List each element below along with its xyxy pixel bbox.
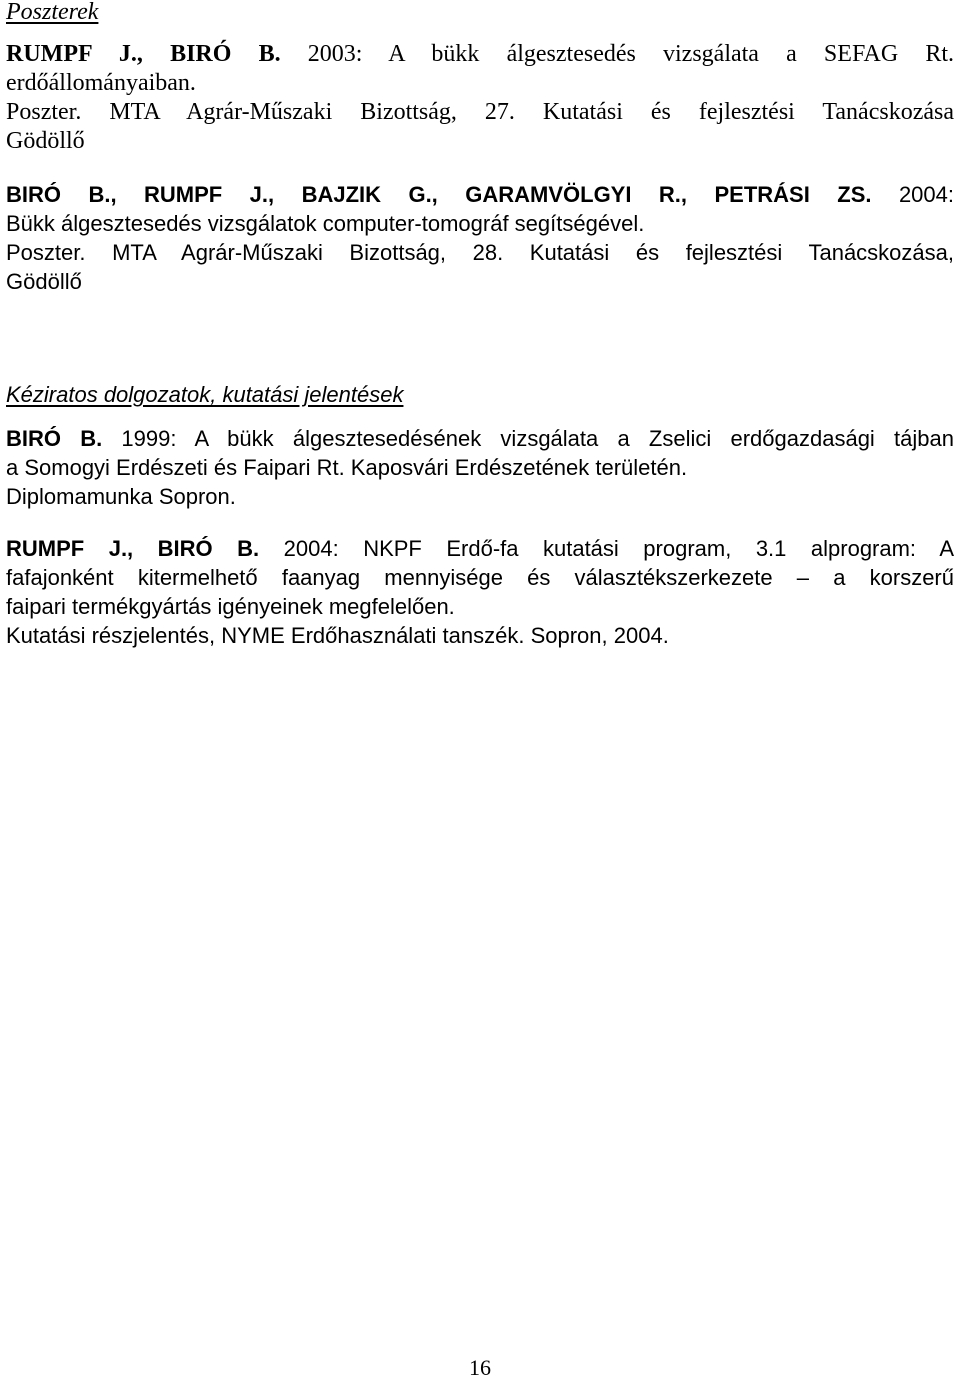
reference-line: Poszter. MTA Agrár-Műszaki Bizottság, 27. Kutatási és fejlesztési Tanácskozása — [6, 99, 954, 125]
reference-line: Kutatási részjelentés, NYME Erdőhasználati tanszék. Sopron, 2004. — [6, 623, 669, 648]
reference-text: 1999: A bükk álgesztesedésének vizsgálata a Zselici erdőgazdasági tájban — [102, 426, 954, 451]
reference-authors: BIRÓ B., RUMPF J., BAJZIK G., GARAMVÖLGYI R., PETRÁSI ZS. — [6, 182, 872, 207]
reference-rumpf-biro-2003 — [6, 40, 954, 156]
reference-biro-et-al-2004 — [6, 180, 954, 296]
page-number: 16 — [469, 1355, 491, 1380]
reference-line: fafajonként kitermelhető faanyag mennyisége és választékszerkezete – a korszerű — [6, 565, 954, 590]
reference-line: a Somogyi Erdészeti és Faipari Rt. Kaposvári Erdészetének területén. — [6, 455, 688, 480]
reference-line — [6, 40, 954, 69]
reference-text: 2004: — [871, 182, 954, 207]
reference-line: Gödöllő — [6, 269, 82, 294]
section-heading-posters: Poszterek — [6, 0, 99, 25]
reference-line: faipari termékgyártás igényeinek megfelelően. — [6, 594, 455, 619]
reference-line — [6, 424, 954, 453]
reference-line: Diplomamunka Sopron. — [6, 484, 236, 509]
reference-authors: BIRÓ B. — [6, 426, 103, 451]
reference-line — [6, 534, 954, 563]
reference-biro-1999 — [6, 424, 954, 511]
reference-rumpf-biro-2004 — [6, 534, 954, 650]
reference-authors: RUMPF J., BIRÓ B. — [6, 41, 281, 67]
reference-line: Bükk álgesztesedés vizsgálatok computer-tomográf segítségével. — [6, 211, 645, 236]
section-heading-manuscripts: Kéziratos dolgozatok, kutatási jelentések — [6, 382, 404, 407]
reference-authors: RUMPF J., BIRÓ B. — [6, 536, 260, 561]
reference-line: erdőállományaiban. — [6, 70, 196, 96]
reference-text: 2003: A bükk álgesztesedés vizsgálata a SEFAG Rt. — [280, 41, 955, 67]
reference-line: Poszter. MTA Agrár-Műszaki Bizottság, 28. Kutatási és fejlesztési Tanácskozása, — [6, 240, 954, 265]
reference-line: Gödöllő — [6, 128, 85, 154]
reference-line — [6, 180, 954, 209]
reference-text: 2004: NKPF Erdő-fa kutatási program, 3.1 alprogram: A — [259, 536, 954, 561]
